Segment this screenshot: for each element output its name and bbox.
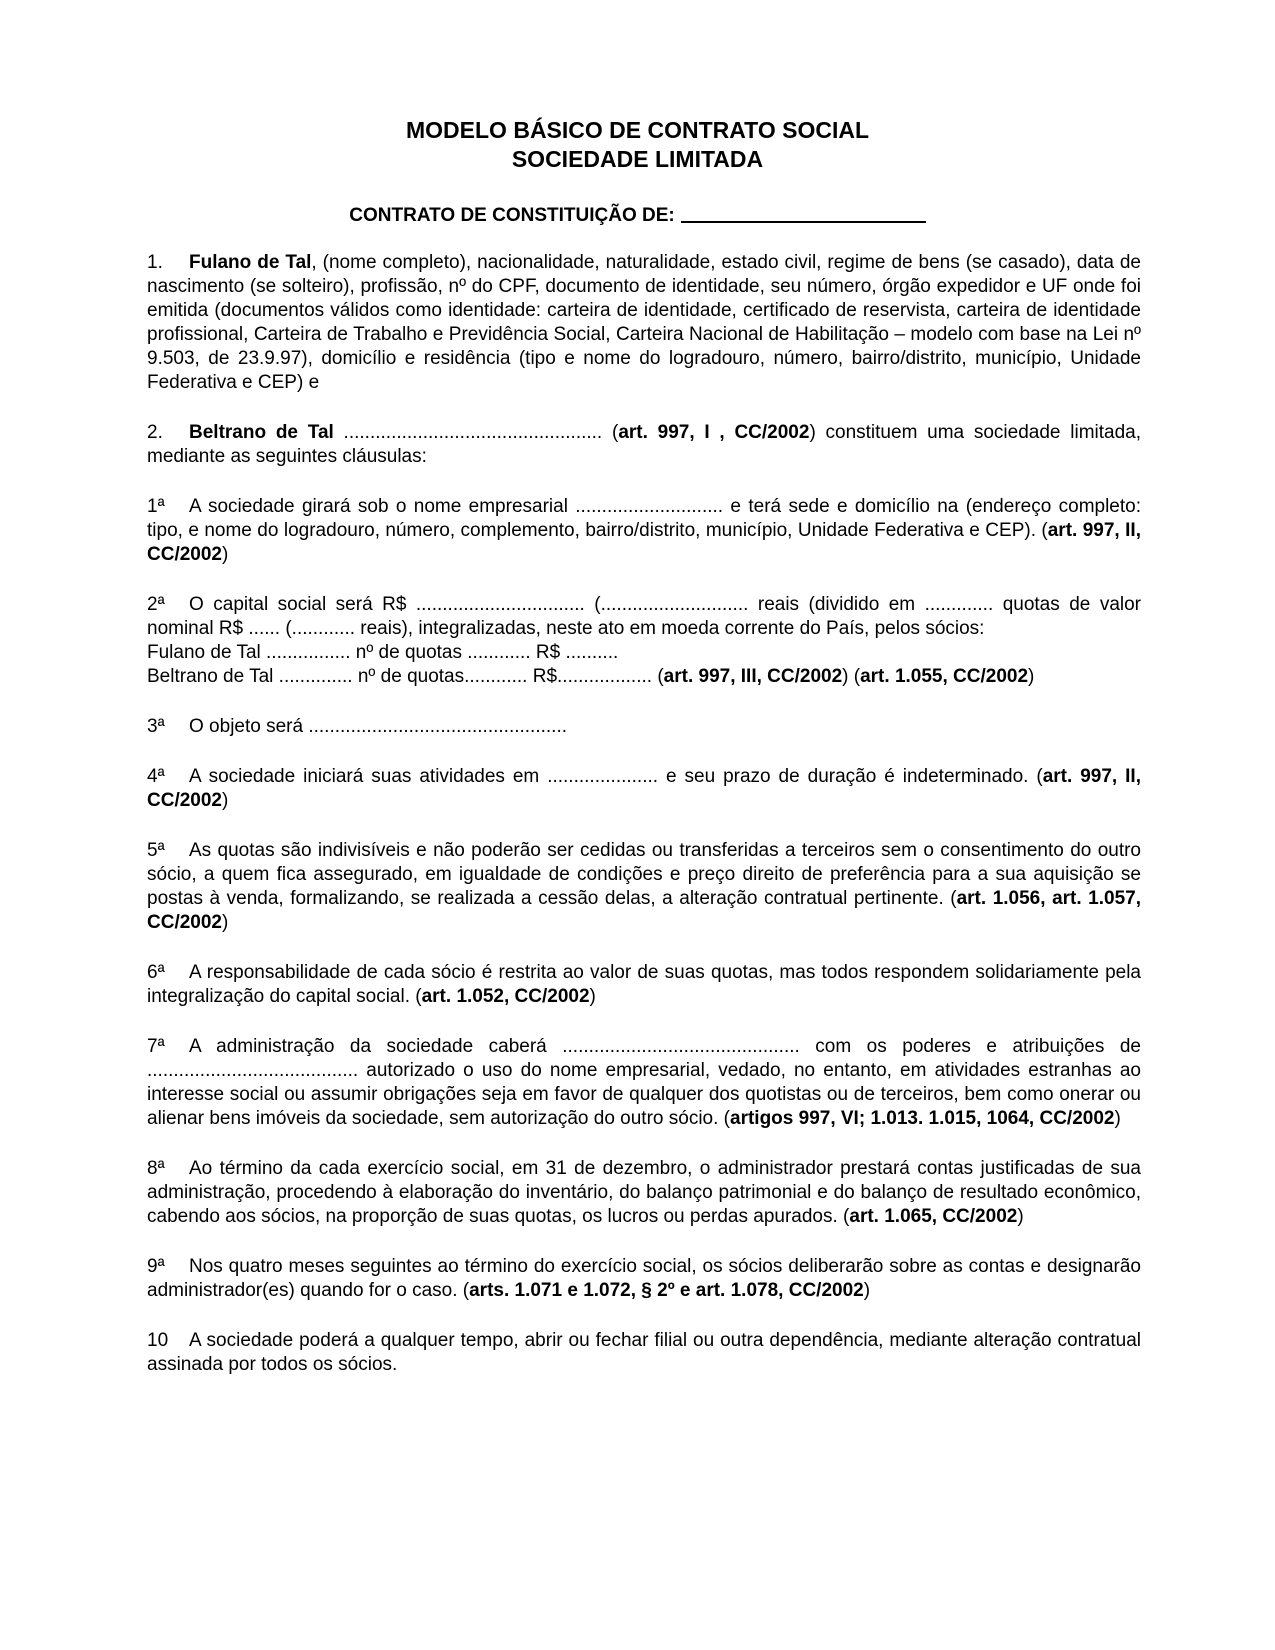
clause-text: Nos quatro meses seguintes ao término do exercício social, os sócios deliberarão sobre as contas e designarão administrador(es) quando for o caso. ( xyxy=(147,1256,1141,1301)
clause-3 xyxy=(147,715,1141,739)
partner-quota-line-beltrano xyxy=(147,665,1141,689)
contract-name-blank xyxy=(681,203,926,223)
clause-number: 6ª xyxy=(147,962,165,983)
legal-reference: art. 1.055, CC/2002 xyxy=(860,666,1029,687)
clause-2 xyxy=(147,593,1141,689)
legal-reference: arts. 1.071 e 1.072, § 2º e art. 1.078, CC/2002 xyxy=(469,1280,864,1301)
clause-8 xyxy=(147,1157,1141,1229)
paragraph-text: ) constituem uma sociedade limitada, mediante as seguintes cláusulas: xyxy=(147,422,1141,467)
clause-7 xyxy=(147,1035,1141,1131)
document-body xyxy=(147,251,1141,1403)
partner-name: Beltrano de Tal xyxy=(189,422,334,443)
closing-paren: ) xyxy=(222,544,229,565)
title-line-1: MODELO BÁSICO DE CONTRATO SOCIAL xyxy=(406,117,869,143)
contract-heading-label: CONTRATO DE CONSTITUIÇÃO DE: xyxy=(349,205,675,226)
closing-paren: ) xyxy=(1114,1108,1121,1129)
closing-paren: ) xyxy=(863,1280,871,1301)
paragraph-number: 2. xyxy=(147,422,163,443)
partner-name: Fulano de Tal xyxy=(189,252,312,273)
clause-6 xyxy=(147,961,1141,1009)
clause-9 xyxy=(147,1255,1141,1303)
closing-paren: ) xyxy=(1017,1206,1024,1227)
clause-text: O capital social será R$ ................................ (............................ reais (dividido em ............. quotas de valor nominal R$ ...... (............ reais), integralizadas, neste ato em moeda corrente do País, pelos sócios: xyxy=(147,594,1141,639)
clause-5 xyxy=(147,839,1141,935)
legal-reference: art. 997, III, CC/2002 xyxy=(663,666,843,687)
quota-line-text: Beltrano de Tal .............. nº de quotas............ R$.................. ( xyxy=(147,666,664,687)
clause-number: 1ª xyxy=(147,496,165,517)
paragraph-text: , (nome completo), nacionalidade, naturalidade, estado civil, regime de bens (se casado), data de nascimento (se solteiro), profissão, nº do CPF, documento de identidade, seu número, órgão expedidor e UF onde foi emitida (documentos válidos como identidade: carteira de identidade, certificado de reservista, carteira de identidade profissional, Carteira de Trabalho e Previdência Social, Carteira Nacional de Habilitação – modelo com base na Lei nº 9.503, de 23.9.97), domicílio e residência (tipo e nome do logradouro, número, bairro/distrito, município, Unidade Federativa e CEP) e xyxy=(147,252,1141,393)
clause-number: 7ª xyxy=(147,1036,165,1057)
clause-text: O objeto será ................................................. xyxy=(189,716,568,737)
clause-text: A sociedade poderá a qualquer tempo, abrir ou fechar filial ou outra dependência, mediante alteração contratual assinada por todos os sócios. xyxy=(147,1330,1141,1375)
clause-number: 9ª xyxy=(147,1256,165,1277)
closing-paren: ) xyxy=(222,912,229,933)
legal-reference: art. 1.065, CC/2002 xyxy=(849,1206,1018,1227)
paragraph-2 xyxy=(147,421,1141,469)
closing-paren: ) xyxy=(222,790,229,811)
clause-text: As quotas são indivisíveis e não poderão ser cedidas ou transferidas a terceiros sem o consentimento do outro sócio, a quem fica assegurado, em igualdade de condições e preço direito de preferência para a sua aquisição se postas à venda, formalizando, se realizada a cessão delas, a alteração contratual pertinente. ( xyxy=(147,840,1141,909)
closing-paren: ) xyxy=(589,986,596,1007)
legal-reference: art. 1.056, art. 1.057, CC/2002 xyxy=(147,888,1141,933)
closing-paren: ) xyxy=(1028,666,1035,687)
clause-text: A sociedade girará sob o nome empresarial ............................ e terá sede e domicílio na (endereço completo: tipo, e nome do logradouro, número, complemento, bairro/distrito, município, Unidade Federativa e CEP). ( xyxy=(147,496,1141,541)
clause-4 xyxy=(147,765,1141,813)
contract-heading xyxy=(0,203,1275,227)
clause-1 xyxy=(147,495,1141,567)
clause-text: Ao término da cada exercício social, em 31 de dezembro, o administrador prestará contas justificadas de sua administração, procedendo à elaboração do inventário, do balanço patrimonial e do balanço de resultado econômico, cabendo aos sócios, na proporção de suas quotas, os lucros ou perdas apurados. ( xyxy=(147,1158,1141,1227)
title-line-2: SOCIEDADE LIMITADA xyxy=(511,146,764,172)
clause-number: 10 xyxy=(147,1330,169,1351)
legal-reference: art. 997, II, CC/2002 xyxy=(147,766,1141,811)
separator: ) ( xyxy=(842,666,861,687)
document-title xyxy=(0,116,1275,174)
clause-number: 8ª xyxy=(147,1158,165,1179)
clause-10 xyxy=(147,1329,1141,1377)
clause-number: 3ª xyxy=(147,716,165,737)
clause-number: 5ª xyxy=(147,840,165,861)
legal-reference: art. 997, I , CC/2002 xyxy=(618,422,810,443)
partner-quota-line-fulano: Fulano de Tal ................ nº de quotas ............ R$ .......... xyxy=(147,642,619,663)
clause-text: A sociedade iniciará suas atividades em ..................... e seu prazo de duração é indeterminado. ( xyxy=(189,766,1043,787)
clause-number: 2ª xyxy=(147,594,165,615)
legal-reference: artigos 997, VI; 1.013. 1.015, 1064, CC/2002 xyxy=(730,1108,1115,1129)
paragraph-1 xyxy=(147,251,1141,395)
legal-reference: art. 1.052, CC/2002 xyxy=(421,986,590,1007)
paragraph-text: ................................................. ( xyxy=(333,422,619,443)
legal-reference: art. 997, II, CC/2002 xyxy=(147,520,1141,565)
clause-number: 4ª xyxy=(147,766,165,787)
clause-text: A responsabilidade de cada sócio é restrita ao valor de suas quotas, mas todos respondem solidariamente pela integralização do capital social. ( xyxy=(147,962,1141,1007)
clause-text: A administração da sociedade caberá ............................................. com os poderes e atribuições de ........................................ autorizado o uso do nome empresarial, vedado, no entanto, em atividades estranhas ao interesse social ou assumir obrigações seja em favor de qualquer dos quotistas ou de terceiros, bem como onerar ou alienar bens imóveis da sociedade, sem autorização do outro sócio. ( xyxy=(147,1036,1141,1129)
paragraph-number: 1. xyxy=(147,252,163,273)
